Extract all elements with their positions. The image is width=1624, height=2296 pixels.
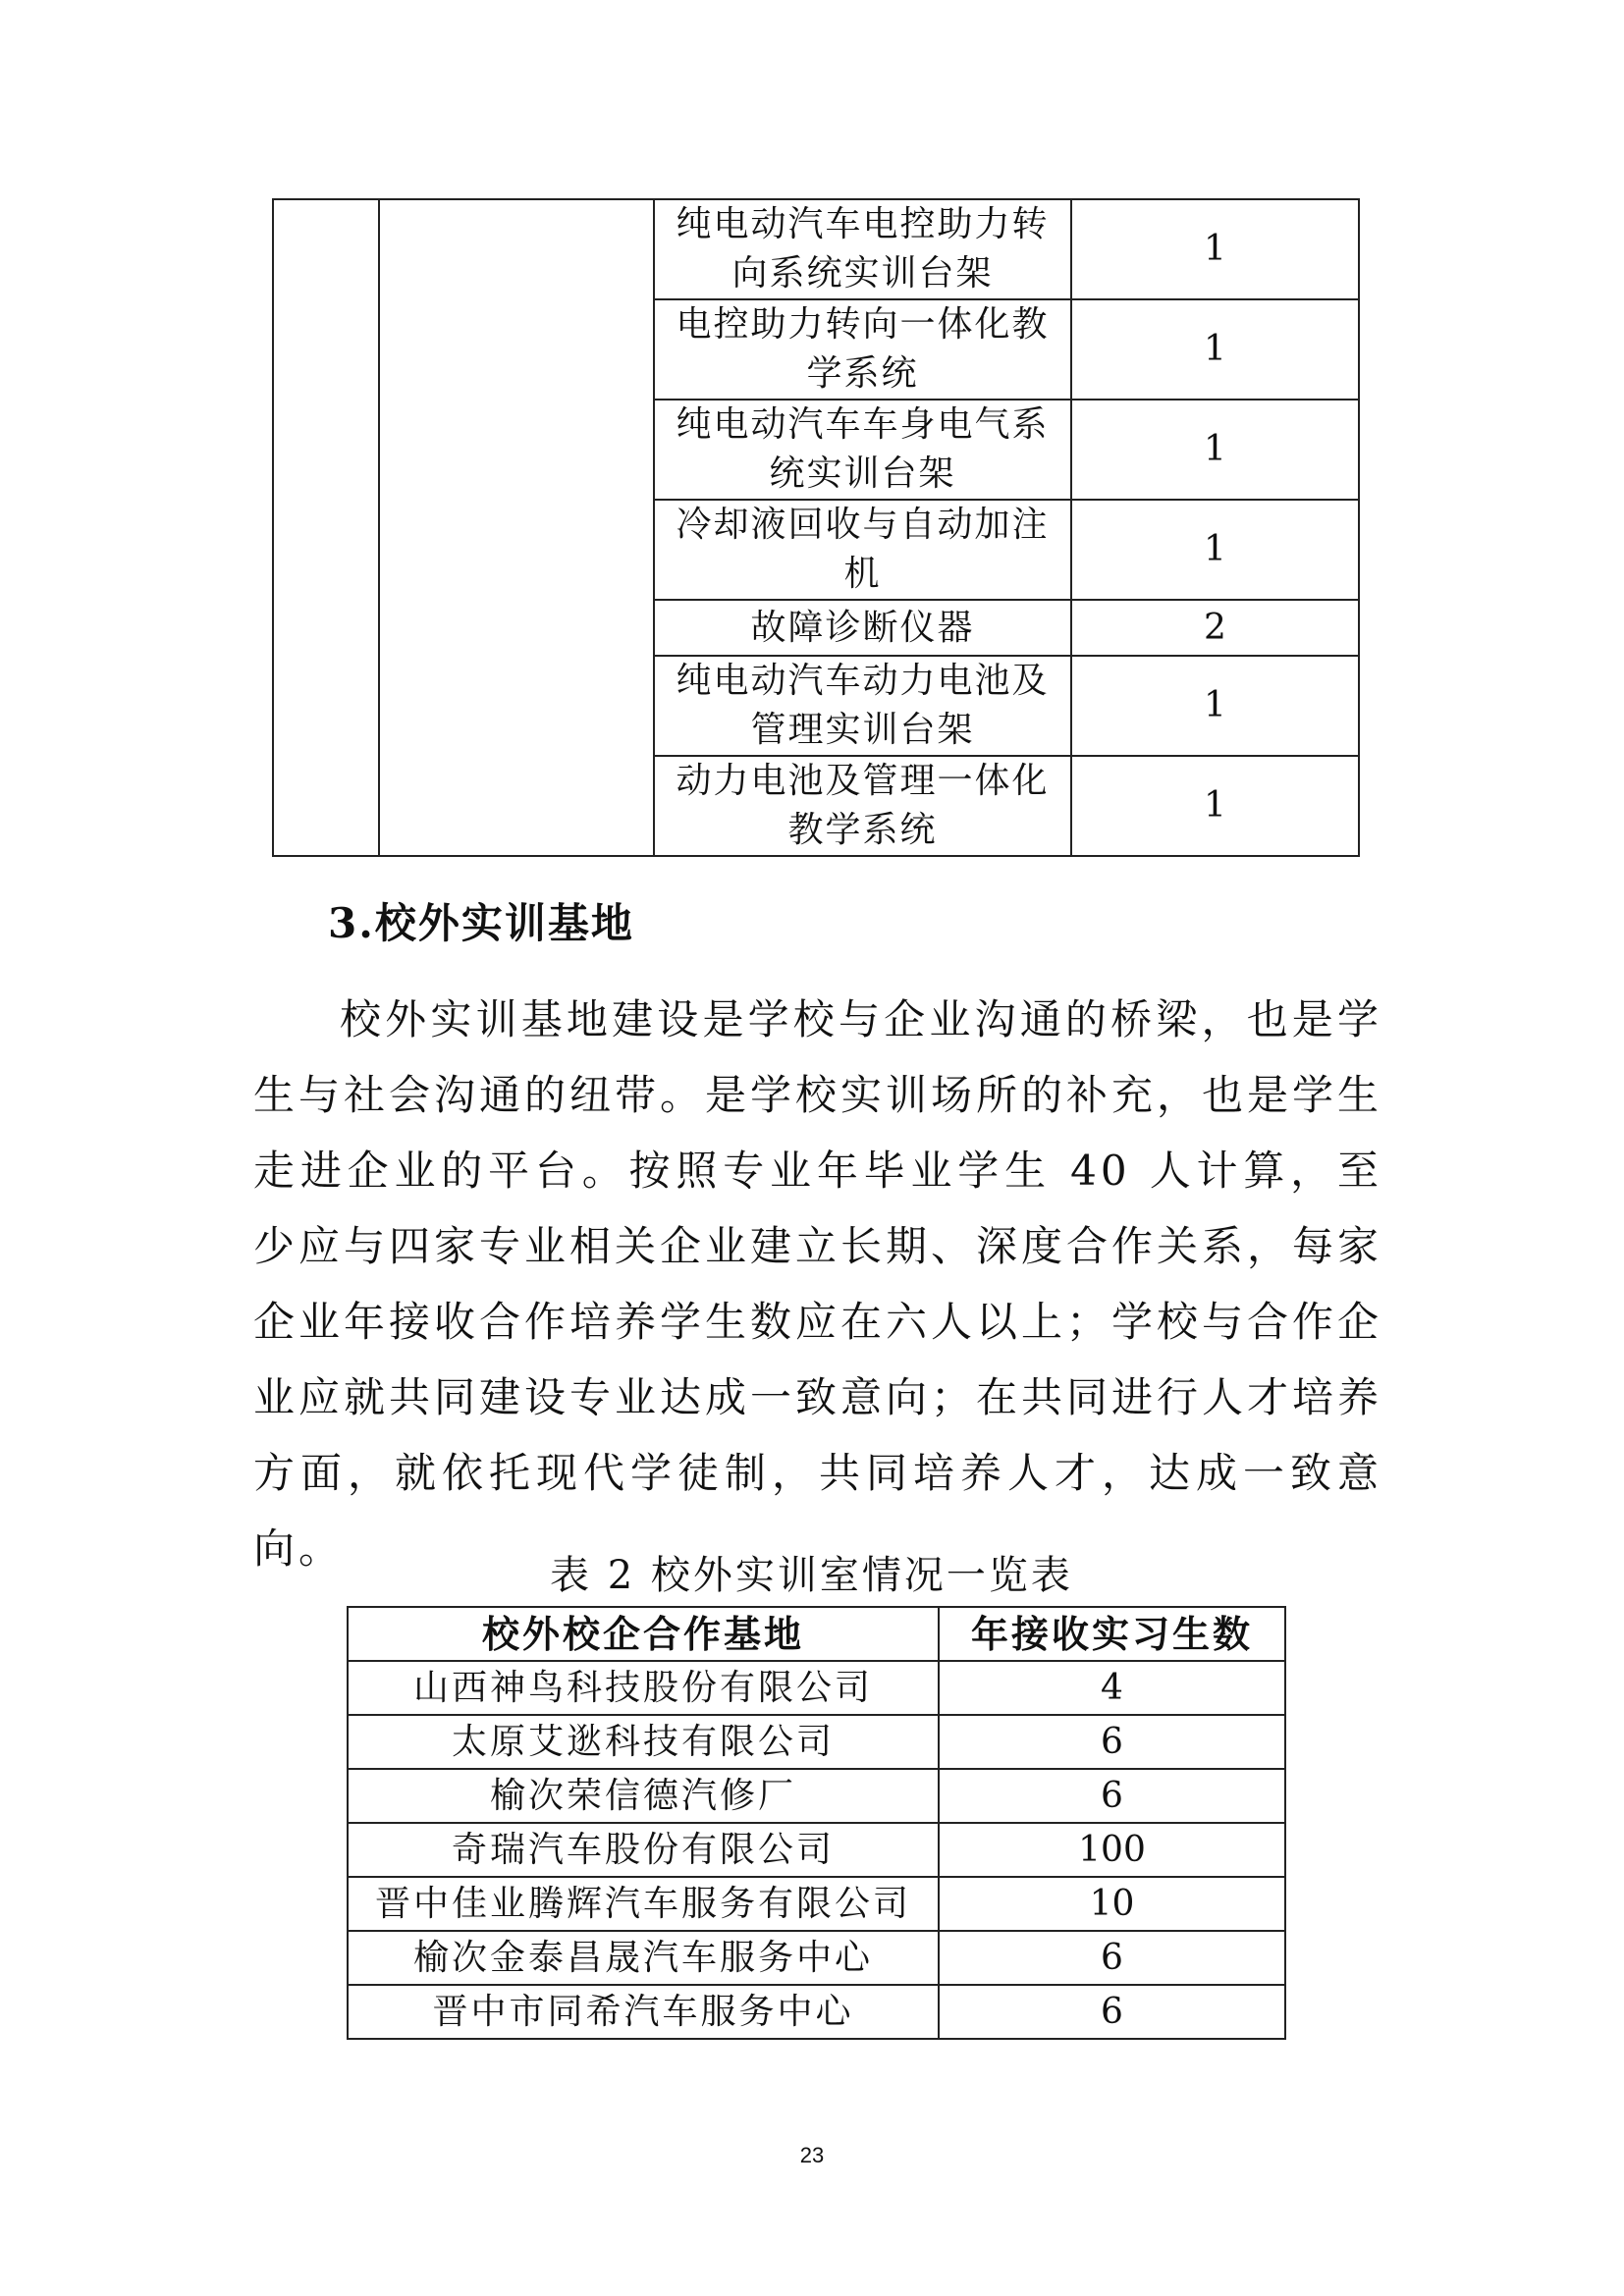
equipment-name: 故障诊断仪器 [654, 600, 1071, 656]
equipment-quantity: 1 [1071, 756, 1359, 856]
table-row [348, 1823, 1285, 1877]
table-caption: 表 2 校外实训室情况一览表 [550, 1553, 1073, 1598]
equipment-name: 纯电动汽车车身电气系统实训台架 [654, 400, 1071, 500]
base-name: 山西神鸟科技股份有限公司 [348, 1661, 939, 1715]
equipment-quantity: 2 [1071, 600, 1359, 656]
intern-count: 6 [939, 1715, 1285, 1769]
table-row [348, 1715, 1285, 1769]
table-row [348, 1931, 1285, 1985]
intern-count: 6 [939, 1769, 1285, 1823]
section-heading: 3.校外实训基地 [328, 899, 634, 947]
base-name: 奇瑞汽车股份有限公司 [348, 1823, 939, 1877]
external-training-base-table [347, 1606, 1286, 2040]
equipment-name: 电控助力转向一体化教学系统 [654, 299, 1071, 400]
table-row [348, 1769, 1285, 1823]
equipment-quantity: 1 [1071, 500, 1359, 600]
base-name: 太原艾逖科技有限公司 [348, 1715, 939, 1769]
page-number: 23 [799, 2143, 825, 2167]
intern-count: 100 [939, 1823, 1285, 1877]
table-row [348, 1661, 1285, 1715]
base-name: 晋中市同希汽车服务中心 [348, 1985, 939, 2039]
column-header: 校外校企合作基地 [348, 1607, 939, 1661]
table-row [273, 199, 1359, 299]
base-name: 晋中佳业腾辉汽车服务有限公司 [348, 1877, 939, 1931]
equipment-quantity: 1 [1071, 199, 1359, 299]
intern-count: 6 [939, 1985, 1285, 2039]
table-header-row [348, 1607, 1285, 1661]
merged-category-cell [273, 199, 379, 856]
table-row [348, 1877, 1285, 1931]
body-paragraph: 校外实训基地建设是学校与企业沟通的桥梁，也是学生与社会沟通的纽带。是学校实训场所的补充，也是学生走进企业的平台。按照专业年毕业学生 40 人计算，至少应与四家专业相关企业建立长期、深度合作关系，每家企业年接收合作培养学生数应在六人以上；学校与合作企业应就共同建设专业达成一致意向；在共同进行人才培养方面，就依托现代学徒制，共同培养人才，达成一致意向。 [253, 995, 1383, 1573]
equipment-quantity: 1 [1071, 400, 1359, 500]
base-name: 榆次荣信德汽修厂 [348, 1769, 939, 1823]
intern-count: 6 [939, 1931, 1285, 1985]
equipment-name: 纯电动汽车动力电池及管理实训台架 [654, 656, 1071, 756]
equipment-quantity: 1 [1071, 656, 1359, 756]
base-name: 榆次金泰昌晟汽车服务中心 [348, 1931, 939, 1985]
equipment-name: 动力电池及管理一体化教学系统 [654, 756, 1071, 856]
equipment-name: 冷却液回收与自动加注机 [654, 500, 1071, 600]
merged-room-cell [379, 199, 654, 856]
intern-count: 10 [939, 1877, 1285, 1931]
column-header: 年接收实习生数 [939, 1607, 1285, 1661]
equipment-table-continuation [272, 198, 1360, 857]
table-row [348, 1985, 1285, 2039]
equipment-quantity: 1 [1071, 299, 1359, 400]
equipment-name: 纯电动汽车电控助力转向系统实训台架 [654, 199, 1071, 299]
intern-count: 4 [939, 1661, 1285, 1715]
